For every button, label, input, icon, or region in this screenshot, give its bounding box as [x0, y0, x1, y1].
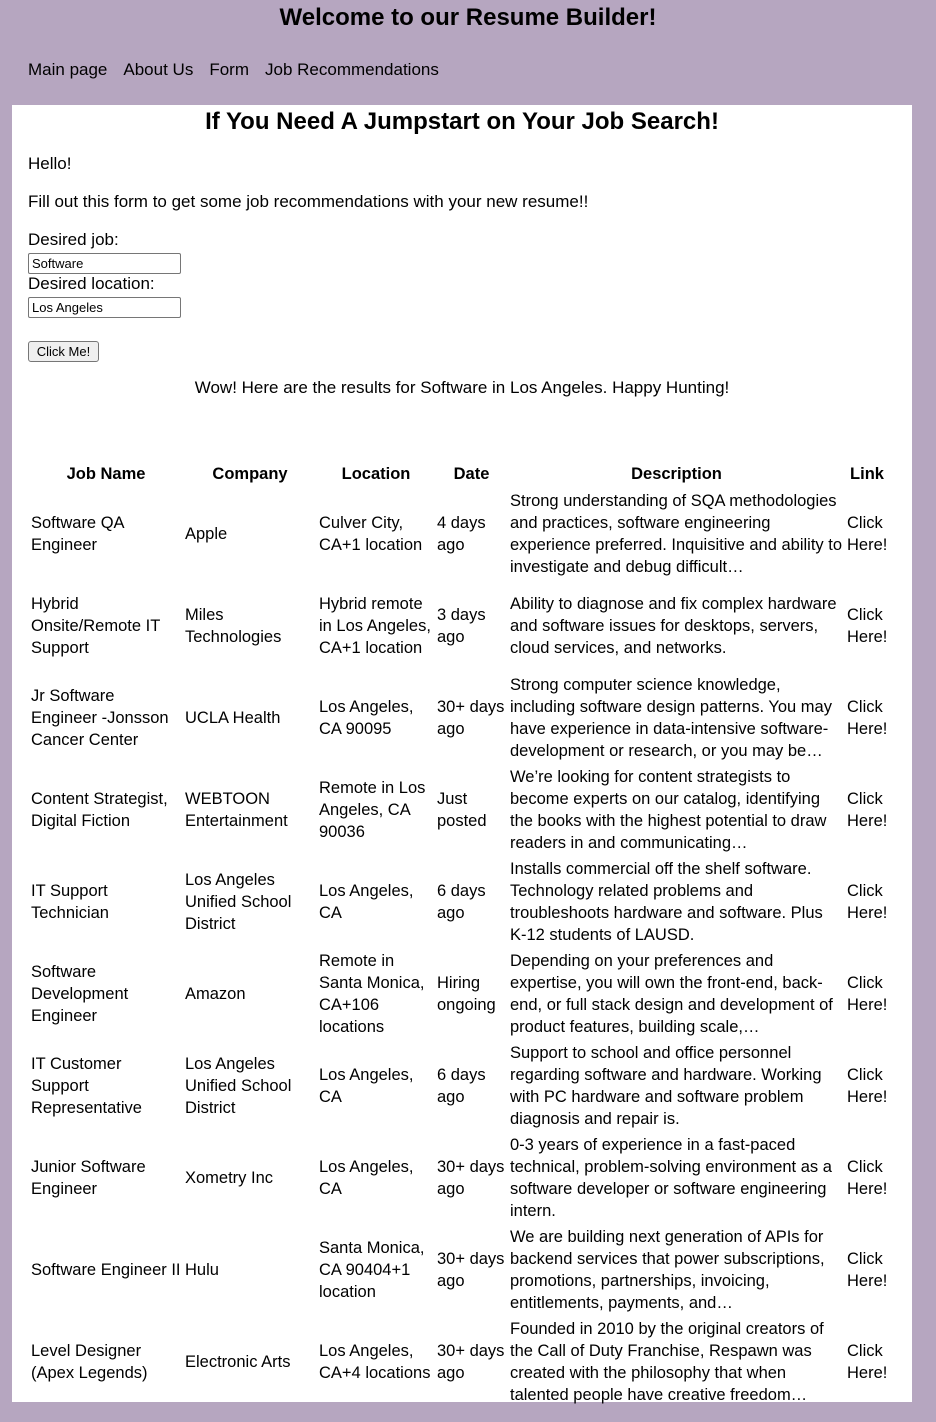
- cell-company: Xometry Inc: [185, 1169, 274, 1187]
- header-date: Date: [453, 465, 490, 483]
- cell-description: Installs commercial off the shelf software. Technology related problems and troubleshoots hardware and software. Plus K-12 students of LAUSD.: [510, 860, 823, 944]
- cell-date: 6 days ago: [437, 882, 486, 922]
- table-row: [30, 673, 888, 763]
- nav-form[interactable]: Form: [209, 60, 249, 79]
- header-company: Company: [212, 465, 288, 483]
- content-panel: [12, 105, 912, 1402]
- table-row: [30, 581, 888, 671]
- cell-link: [846, 1317, 888, 1407]
- cell-job-name: Jr Software Engineer -Jonsson Cancer Center: [31, 687, 169, 749]
- greeting-text: Hello!: [28, 154, 72, 173]
- job-link[interactable]: Click Here!: [847, 1066, 888, 1106]
- table-row: [30, 1133, 888, 1223]
- cell-job-name: Software Engineer II: [31, 1261, 181, 1279]
- cell-job-name: Content Strategist, Digital Fiction: [31, 790, 168, 830]
- cell-location: Santa Monica, CA 90404+1 location: [319, 1239, 425, 1301]
- job-link[interactable]: Click Here!: [847, 1342, 888, 1382]
- header-location: Location: [341, 465, 411, 483]
- site-title: Welcome to our Resume Builder!: [279, 4, 657, 31]
- job-link[interactable]: Click Here!: [847, 1250, 888, 1290]
- nav-job-recommendations[interactable]: Job Recommendations: [265, 60, 439, 79]
- table-row: [30, 857, 888, 947]
- cell-company: Hulu: [185, 1261, 219, 1279]
- cell-date: 30+ days ago: [437, 1158, 505, 1198]
- cell-description: 0-3 years of experience in a fast-paced technical, problem-solving environment as a software developer or software engineering intern.: [510, 1136, 832, 1220]
- cell-company: Amazon: [185, 985, 246, 1003]
- job-link[interactable]: Click Here!: [847, 1158, 888, 1198]
- page-heading: If You Need A Jumpstart on Your Job Search!: [205, 108, 719, 135]
- cell-location: Los Angeles, CA: [319, 882, 414, 922]
- cell-date: Hiring ongoing: [437, 974, 496, 1014]
- header-link: Link: [850, 465, 884, 483]
- cell-description: Strong computer science knowledge, including software design patterns. You may have experience in data-intensive software-development or research, or you may be…: [510, 676, 832, 760]
- job-label: Desired job:: [28, 230, 119, 249]
- table-row: [30, 1225, 888, 1315]
- nav-about-us[interactable]: About Us: [123, 60, 194, 79]
- cell-job-name: IT Support Technician: [31, 882, 109, 922]
- table-row: [30, 765, 888, 855]
- table-header-row: [30, 461, 888, 487]
- cell-date: 3 days ago: [437, 606, 486, 646]
- cell-location: Culver City, CA+1 location: [319, 514, 423, 554]
- job-link[interactable]: Click Here!: [847, 698, 888, 738]
- cell-company: WEBTOON Entertainment: [185, 790, 288, 830]
- table-row: [30, 949, 888, 1039]
- submit-button[interactable]: Click Me!: [28, 341, 99, 362]
- cell-location: Los Angeles, CA: [319, 1158, 414, 1198]
- job-link[interactable]: Click Here!: [847, 882, 888, 922]
- result-message: Wow! Here are the results for Software in Los Angeles. Happy Hunting!: [194, 378, 730, 397]
- cell-job-name: Junior Software Engineer: [31, 1158, 146, 1198]
- cell-link: [846, 949, 888, 1039]
- cell-description: Support to school and office personnel regarding software and hardware. Working with PC hardware and software problem diagnosis and repair is.: [510, 1044, 822, 1128]
- desired-job-input[interactable]: [28, 253, 181, 274]
- cell-date: 30+ days ago: [437, 1250, 505, 1290]
- cell-description: Ability to diagnose and fix complex hardware and software issues for desktops, servers, cloud services, and networks.: [510, 595, 837, 657]
- cell-location: Remote in Santa Monica, CA+106 locations: [319, 952, 425, 1036]
- cell-link: [846, 673, 888, 763]
- cell-link: [846, 1041, 888, 1131]
- desired-location-input[interactable]: [28, 297, 181, 318]
- cell-job-name: Software Development Engineer: [31, 963, 129, 1025]
- cell-date: 6 days ago: [437, 1066, 486, 1106]
- cell-date: Just posted: [437, 790, 487, 830]
- cell-link: [846, 1225, 888, 1315]
- cell-company: Electronic Arts: [185, 1353, 291, 1371]
- intro-text: Fill out this form to get some job recommendations with your new resume!!: [28, 192, 589, 211]
- cell-company: Los Angeles Unified School District: [185, 871, 292, 933]
- job-results-table: [28, 459, 890, 1409]
- cell-date: 4 days ago: [437, 514, 486, 554]
- cell-link: [846, 581, 888, 671]
- nav-main-page[interactable]: Main page: [28, 60, 108, 79]
- main-nav: [28, 58, 439, 82]
- cell-job-name: Software QA Engineer: [31, 514, 124, 554]
- cell-link: [846, 857, 888, 947]
- cell-location: Los Angeles, CA 90095: [319, 698, 414, 738]
- cell-company: Los Angeles Unified School District: [185, 1055, 292, 1117]
- cell-company: Apple: [185, 525, 228, 543]
- cell-location: Remote in Los Angeles, CA 90036: [319, 779, 426, 841]
- cell-job-name: Level Designer (Apex Legends): [31, 1342, 148, 1382]
- job-link[interactable]: Click Here!: [847, 606, 888, 646]
- cell-description: Strong understanding of SQA methodologies and practices, software engineering experience preferred. Inquisitive and ability to investigate and debug difficult…: [510, 492, 843, 576]
- cell-date: 30+ days ago: [437, 698, 505, 738]
- header-job-name: Job Name: [66, 465, 146, 483]
- cell-description: Founded in 2010 by the original creators of the Call of Duty Franchise, Respawn was created with the philosophy that when talented people have creative freedom…: [510, 1320, 824, 1404]
- cell-description: We’re looking for content strategists to become experts on our catalog, identifying the books with the highest potential to draw readers in and communicating…: [510, 768, 827, 852]
- cell-location: Hybrid remote in Los Angeles, CA+1 location: [319, 595, 431, 657]
- location-label: Desired location:: [28, 274, 155, 293]
- cell-link: [846, 1133, 888, 1223]
- cell-job-name: IT Customer Support Representative: [31, 1055, 142, 1117]
- job-link[interactable]: Click Here!: [847, 974, 888, 1014]
- cell-location: Los Angeles, CA+4 locations: [319, 1342, 431, 1382]
- cell-company: Miles Technologies: [185, 606, 282, 646]
- cell-date: 30+ days ago: [437, 1342, 505, 1382]
- cell-link: [846, 765, 888, 855]
- cell-company: UCLA Health: [185, 709, 281, 727]
- cell-description: Depending on your preferences and expertise, you will own the front-end, back-end, or full stack design and development of product features, building scale,…: [510, 952, 833, 1036]
- job-link[interactable]: Click Here!: [847, 514, 888, 554]
- header-description: Description: [631, 465, 722, 483]
- job-link[interactable]: Click Here!: [847, 790, 888, 830]
- cell-location: Los Angeles, CA: [319, 1066, 414, 1106]
- table-row: [30, 489, 888, 579]
- table-row: [30, 1317, 888, 1407]
- cell-link: [846, 489, 888, 579]
- table-row: [30, 1041, 888, 1131]
- cell-job-name: Hybrid Onsite/Remote IT Support: [31, 595, 160, 657]
- cell-description: We are building next generation of APIs for backend services that power subscriptions, promotions, partnerships, invoicing, entitlements, payments, and…: [510, 1228, 825, 1312]
